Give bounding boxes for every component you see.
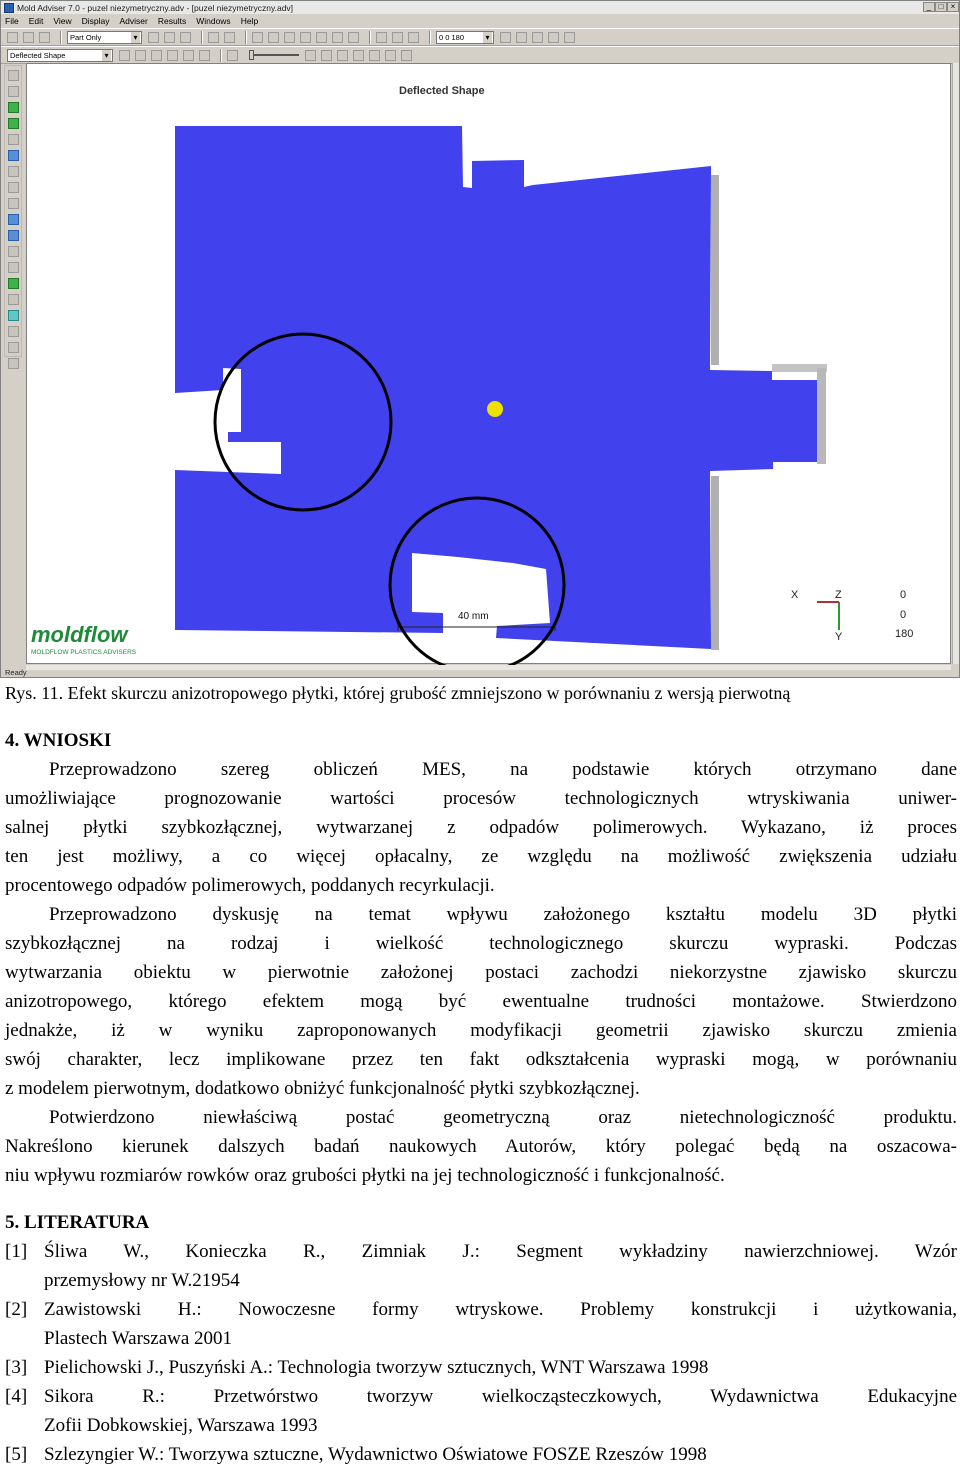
result-plot-icon[interactable]	[167, 50, 178, 61]
report-icon[interactable]	[392, 32, 403, 43]
conclusion-line-6: Przeprowadzono dyskusję na temat wpływu założonego kształtu modelu 3D płytki	[49, 904, 957, 925]
reference-number: [4]	[5, 1386, 28, 1407]
reference-text: Zofii Dobkowskiej, Warszawa 1993	[44, 1415, 318, 1436]
injection-icon[interactable]	[8, 230, 19, 241]
menu-view[interactable]: View	[53, 16, 72, 26]
warp-icon[interactable]	[8, 326, 19, 337]
material-icon[interactable]	[8, 262, 19, 273]
maximize-icon[interactable]: □	[935, 2, 947, 12]
view-angle-combo[interactable]: 0 0 180 ▾	[436, 31, 494, 44]
menu-bar	[1, 14, 959, 28]
conclusion-line-1: Przeprowadzono szereg obliczeń MES, na podstawie których otrzymano dane	[49, 759, 957, 780]
view-title: Deflected Shape	[399, 85, 485, 97]
result-grid-icon[interactable]	[135, 50, 146, 61]
report-wizard-icon[interactable]	[8, 342, 19, 353]
print-icon[interactable]	[408, 32, 419, 43]
deflected-part	[175, 126, 818, 649]
slider-knob[interactable]	[249, 50, 254, 60]
left-toolbar	[4, 65, 22, 357]
mesh-icon[interactable]	[8, 246, 19, 257]
title-bar	[1, 1, 959, 14]
rot-z-value: 0	[900, 609, 907, 621]
axis-y-label: Y	[835, 631, 843, 643]
pan-icon[interactable]	[268, 32, 279, 43]
view-back-icon[interactable]	[548, 32, 559, 43]
pause-icon[interactable]	[353, 50, 364, 61]
view-front-icon[interactable]	[500, 32, 511, 43]
results-icon[interactable]	[8, 310, 19, 321]
gate-location-icon[interactable]	[8, 214, 19, 225]
select-icon[interactable]	[8, 70, 19, 81]
reference-1	[5, 1237, 957, 1291]
zoom-box-icon[interactable]	[300, 32, 311, 43]
window-title: Mold Adviser 7.0 - puzel niezymetryczny.adv - [puzel niezymetryczny.adv]	[17, 2, 294, 13]
save-icon[interactable]	[39, 32, 50, 43]
hand-icon[interactable]	[8, 134, 19, 145]
part-icon[interactable]	[8, 86, 19, 97]
horizontal-scrollbar[interactable]	[26, 665, 951, 670]
reference-number: [3]	[5, 1357, 28, 1378]
measure-icon[interactable]	[8, 182, 19, 193]
conclusion-line-14: Nakreślono kierunek dalszych badań naukowych Autorów, który polegać będą na oszacowa-	[5, 1136, 957, 1157]
menu-windows[interactable]: Windows	[196, 16, 231, 26]
conclusion-line-8: wytwarzania obiektu w pierwotnie założonej postaci zachodzi niekorzystne zjawisko skurczu	[5, 962, 957, 983]
mold-icon[interactable]	[8, 102, 19, 113]
app-icon	[4, 3, 14, 13]
reference-number: [5]	[5, 1444, 28, 1465]
rot-x-value: 0	[900, 589, 907, 601]
axis-x-label: X	[791, 589, 799, 601]
conclusion-line-3: salnej płytki szybkozłącznej, wytwarzanej z odpadów polimerowych. Wykazano, iż proces	[5, 817, 957, 838]
process-icon[interactable]	[8, 278, 19, 289]
moldflow-logo: moldflow	[31, 622, 128, 647]
reference-2	[5, 1295, 957, 1349]
menu-file[interactable]: File	[5, 16, 19, 26]
open-file-icon[interactable]	[23, 32, 34, 43]
section-icon[interactable]	[8, 198, 19, 209]
close-icon[interactable]: ×	[947, 2, 959, 12]
gate-dot	[487, 401, 503, 417]
new-file-icon[interactable]	[7, 32, 18, 43]
toolbar-main	[1, 28, 959, 46]
reference-text: Plastech Warszawa 2001	[44, 1328, 233, 1349]
menu-display[interactable]: Display	[81, 16, 110, 26]
reference-text: Pielichowski J., Puszyński A.: Technologia tworzyw sztucznych, WNT Warszawa 1998	[44, 1357, 709, 1378]
view-bottom-icon[interactable]	[564, 32, 575, 43]
fit-icon[interactable]	[316, 32, 327, 43]
conclusion-line-5: procentowego odpadów polimerowych, poddanych recyrkulacji.	[5, 875, 495, 896]
redo-icon[interactable]	[224, 32, 235, 43]
step-back-icon[interactable]	[321, 50, 332, 61]
stop-icon[interactable]	[369, 50, 380, 61]
view-side-icon[interactable]	[532, 32, 543, 43]
result-scale-icon[interactable]	[183, 50, 194, 61]
result-combo[interactable]: Deflected Shape ▾	[7, 49, 113, 62]
view-top-icon[interactable]	[516, 32, 527, 43]
cut-icon[interactable]	[148, 32, 159, 43]
shade-bottom-right	[711, 476, 719, 650]
reset-view-icon[interactable]	[332, 32, 343, 43]
rotate-icon[interactable]	[252, 32, 263, 43]
model-viewport[interactable]	[26, 63, 951, 664]
moldflow-logo-sub: MOLDFLOW PLASTICS ADVISERS	[31, 649, 137, 656]
section-heading-conclusions: 4. WNIOSKI	[5, 730, 112, 751]
result-legend-icon[interactable]	[199, 50, 210, 61]
rot-y-value: 180	[895, 628, 914, 640]
zoom-view-icon[interactable]	[8, 166, 19, 177]
result-options-icon[interactable]	[227, 50, 238, 61]
conclusion-line-13: Potwierdzono niewłaściwą postać geometryczną oraz nietechnologiczność produktu.	[49, 1107, 957, 1128]
reference-4	[5, 1382, 957, 1436]
record-icon[interactable]	[401, 50, 412, 61]
axis-z-label: Z	[835, 589, 842, 601]
conclusion-line-2: umożliwiające prognozowanie wartości procesów technologicznych wtryskiwania uniwer-	[5, 788, 957, 809]
reference-text: Śliwa W., Konieczka R., Zimniak J.: Segment wykładziny nawierzchniowej. Wzór	[44, 1241, 957, 1262]
run-icon[interactable]	[8, 294, 19, 305]
reference-text: Szlezyngier W.: Tworzywa sztuczne, Wydawnictwo Oświatowe FOSZE Rzeszów 1998	[44, 1444, 707, 1465]
paste-icon[interactable]	[180, 32, 191, 43]
menu-results[interactable]: Results	[157, 16, 187, 26]
iso-view-icon[interactable]	[348, 32, 359, 43]
cooling-icon[interactable]	[8, 118, 19, 129]
reference-3	[5, 1353, 957, 1382]
reference-number: [1]	[5, 1241, 28, 1262]
menu-edit[interactable]: Edit	[28, 16, 44, 26]
dimension-label: 40 mm	[458, 611, 489, 622]
analysis-icon[interactable]	[376, 32, 387, 43]
conclusion-line-15: niu wpływu rozmiarów rowków oraz grubości płytki na jej technologiczność i funkcjonalność.	[5, 1165, 725, 1186]
reference-number: [2]	[5, 1299, 28, 1320]
conclusion-line-7: szybkozłącznej na rodzaj i wielkość technologicznego skurczu wypraski. Podczas	[5, 933, 957, 954]
rotate-view-icon[interactable]	[8, 150, 19, 161]
shade-right	[711, 175, 719, 365]
conclusion-line-12: z modelem pierwotnym, dodatkowo obniżyć funkcjonalność płytki szybkozłącznej.	[5, 1078, 640, 1099]
conclusion-line-4: ten jest możliwy, a co więcej opłacalny, ze względu na możliwość zwiększenia udziału	[5, 846, 957, 867]
zoom-icon[interactable]	[284, 32, 295, 43]
animation-slider[interactable]	[249, 54, 299, 56]
reference-text: Zawistowski H.: Nowoczesne formy wtryskowe. Problemy konstrukcji i użytkowania,	[44, 1299, 957, 1320]
undo-icon[interactable]	[208, 32, 219, 43]
play-icon[interactable]	[337, 50, 348, 61]
menu-help[interactable]: Help	[240, 16, 259, 26]
loop-icon[interactable]	[385, 50, 396, 61]
layers-icon[interactable]	[8, 358, 19, 369]
shade-tab-right-edge	[817, 368, 826, 464]
result-prev-icon[interactable]	[119, 50, 130, 61]
deflected-shape-plot	[27, 64, 952, 665]
status-bar: Ready	[5, 668, 27, 677]
conclusion-line-9: anizotropowego, którego efektem mogą być ewentualne trudności montażowe. Stwierdzono	[5, 991, 957, 1012]
result-table-icon[interactable]	[151, 50, 162, 61]
minimize-icon[interactable]: _	[923, 2, 935, 12]
menu-adviser[interactable]: Adviser	[119, 16, 148, 26]
part-combo[interactable]: Part Only ▾	[67, 31, 142, 44]
reference-text: Sikora R.: Przetwórstwo tworzyw wielkocząsteczkowych, Wydawnictwa Edukacyjne	[44, 1386, 957, 1407]
section-heading-literature: 5. LITERATURA	[5, 1212, 150, 1233]
reference-text: przemysłowy nr W.21954	[44, 1270, 240, 1291]
toolbar-results	[1, 46, 959, 64]
mold-adviser-window	[0, 0, 960, 678]
copy-icon[interactable]	[164, 32, 175, 43]
conclusion-line-10: jednakże, iż w wyniku zaproponowanych modyfikacji geometrii zjawisko skurczu zmienia	[5, 1020, 957, 1041]
vertical-scrollbar[interactable]	[952, 63, 959, 664]
figure-caption: Rys. 11. Efekt skurczu anizotropowego płytki, której grubość zmniejszono w porównaniu z wersją pierwotną	[5, 683, 791, 703]
reference-5	[5, 1440, 957, 1469]
rewind-icon[interactable]	[305, 50, 316, 61]
conclusion-line-11: swój charakter, lecz implikowane przez ten fakt odkształcenia wypraski mogą, w porównaniu	[5, 1049, 957, 1070]
